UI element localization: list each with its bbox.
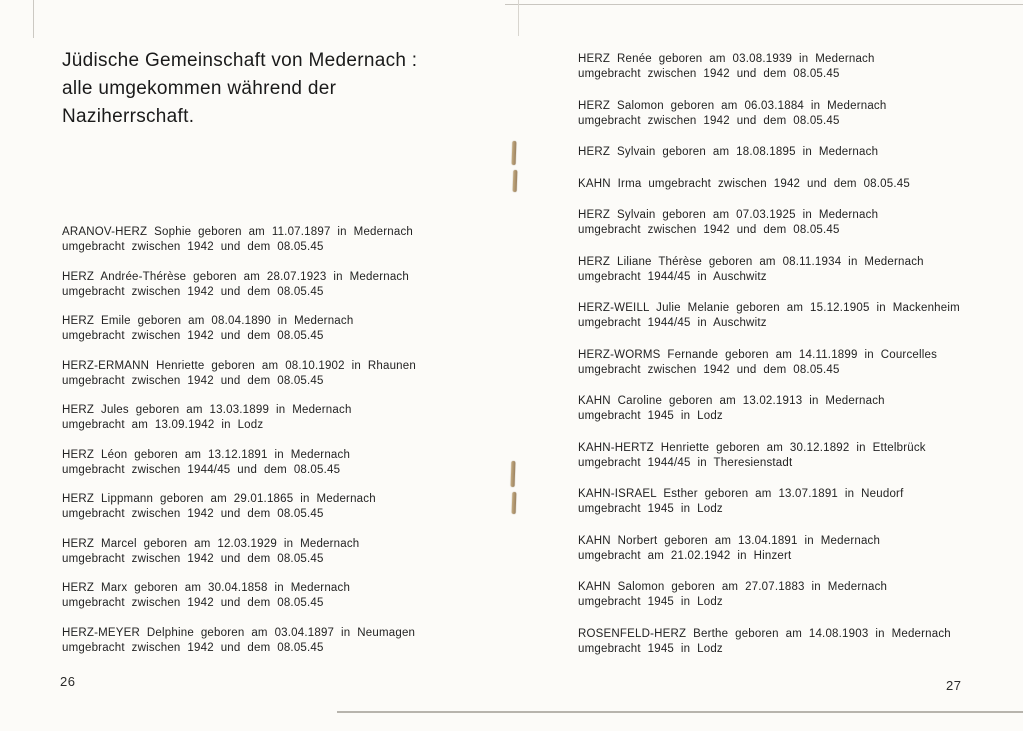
entry-line-name: HERZ-MEYER Delphine geboren am 03.04.1897 in Neumagen [62, 626, 416, 639]
page-number-left: 26 [60, 674, 76, 689]
page-left [62, 47, 507, 670]
entry-line-name: HERZ Léon geboren am 13.12.1891 in Medernach [62, 448, 351, 461]
entry-line-name: HERZ Jules geboren am 13.03.1899 in Medernach [62, 404, 352, 416]
memorial-entry [62, 225, 507, 255]
memorial-entry [62, 270, 507, 300]
binding-stitch-icon [512, 141, 517, 165]
memorial-entry [62, 403, 507, 433]
memorial-entry [578, 534, 980, 564]
entry-line-fate: umgebracht zwischen 1942 und dem 08.05.45 [578, 68, 840, 80]
entry-line-fate: umgebracht zwischen 1942 und dem 08.05.45 [578, 224, 840, 236]
entry-line-name: HERZ-WORMS Fernande geboren am 14.11.1899 in Courcelles [578, 348, 938, 361]
page-number-right: 27 [946, 678, 962, 693]
entry-line-name: KAHN Irma umgebracht zwischen 1942 und dem 08.05.45 [578, 177, 910, 190]
entry-line-name: HERZ Renée geboren am 03.08.1939 in Medernach [578, 53, 875, 65]
memorial-entry [62, 626, 507, 656]
memorial-entry [578, 208, 980, 238]
entry-line-fate: umgebracht 1945 in Lodz [578, 503, 723, 515]
entry-line-fate: umgebracht 1944/45 in Theresienstadt [578, 456, 793, 469]
entry-line-fate: umgebracht am 13.09.1942 in Lodz [62, 419, 264, 431]
entry-line-name: HERZ Emile geboren am 08.04.1890 in Medernach [62, 315, 354, 327]
entry-line-fate: umgebracht am 21.02.1942 in Hinzert [578, 549, 792, 562]
entry-line-name: HERZ Lippmann geboren am 29.01.1865 in Medernach [62, 493, 376, 505]
memorial-entry [578, 627, 980, 657]
scan-edge-line-left [33, 0, 34, 38]
memorial-entry [62, 581, 507, 611]
entry-line-name: HERZ-WEILL Julie Melanie geboren am 15.12.1905 in Mackenheim [578, 302, 960, 314]
entry-line-name: HERZ Marx geboren am 30.04.1858 in Medernach [62, 582, 351, 594]
entry-line-fate: umgebracht zwischen 1942 und dem 08.05.45 [578, 114, 840, 127]
title-line: alle umgekommen während der [62, 78, 337, 99]
page-title [62, 47, 507, 131]
memorial-entry [578, 52, 980, 82]
scan-edge-line-bottom [337, 711, 1023, 713]
memorial-entry [62, 359, 507, 389]
entry-line-fate: umgebracht zwischen 1942 und dem 08.05.45 [62, 597, 324, 609]
entry-line-name: KAHN Norbert geboren am 13.04.1891 in Medernach [578, 534, 881, 547]
entry-line-name: KAHN Salomon geboren am 27.07.1883 in Medernach [578, 581, 888, 593]
entry-line-fate: umgebracht 1944/45 in Auschwitz [578, 270, 767, 283]
entry-line-name: HERZ-ERMANN Henriette geboren am 08.10.1902 in Rhaunen [62, 359, 416, 372]
memorial-entries-list [62, 225, 507, 656]
entry-line-fate: umgebracht 1944/45 in Auschwitz [578, 317, 767, 329]
entry-line-name: HERZ Sylvain geboren am 07.03.1925 in Medernach [578, 209, 879, 221]
entry-line-fate: umgebracht zwischen 1942 und dem 08.05.45 [62, 285, 324, 298]
entry-line-name: KAHN-ISRAEL Esther geboren am 13.07.1891 in Neudorf [578, 488, 904, 500]
entry-line-fate: umgebracht zwischen 1942 und dem 08.05.45 [62, 241, 324, 253]
binding-stitch-icon [511, 461, 516, 487]
memorial-entry [578, 255, 980, 285]
entry-line-fate: umgebracht zwischen 1944/45 und dem 08.05.45 [62, 463, 341, 476]
memorial-entry [578, 301, 980, 331]
binding-stitch-icon [513, 170, 518, 192]
title-line: Naziherrschaft. [62, 106, 195, 127]
entry-line-fate: umgebracht zwischen 1942 und dem 08.05.45 [62, 508, 324, 520]
memorial-entry [578, 394, 980, 424]
title-line: Jüdische Gemeinschaft von Medernach : [62, 50, 418, 71]
memorial-entry [578, 145, 980, 160]
memorial-entry [578, 348, 980, 378]
binding-stitch-icon [512, 492, 517, 514]
entry-line-name: HERZ Salomon geboren am 06.03.1884 in Medernach [578, 99, 887, 112]
entry-line-fate: umgebracht 1945 in Lodz [578, 410, 723, 422]
memorial-entry [62, 448, 507, 478]
entry-line-fate: umgebracht zwischen 1942 und dem 08.05.45 [578, 363, 840, 376]
entry-line-fate: umgebracht zwischen 1942 und dem 08.05.45 [62, 374, 324, 387]
memorial-entry [578, 580, 980, 610]
memorial-entries-list [578, 52, 980, 657]
entry-line-fate: umgebracht zwischen 1942 und dem 08.05.45 [62, 330, 324, 342]
memorial-entry [62, 314, 507, 344]
scan-edge-line-top [505, 4, 1023, 5]
memorial-entry [578, 441, 980, 471]
entry-line-fate: umgebracht zwischen 1942 und dem 08.05.45 [62, 552, 324, 565]
entry-line-name: KAHN-HERTZ Henriette geboren am 30.12.1892 in Ettelbrück [578, 441, 926, 454]
memorial-entry [62, 492, 507, 522]
memorial-entry [578, 99, 980, 129]
page-right [578, 52, 980, 673]
entry-line-name: HERZ Liliane Thérèse geboren am 08.11.1934 in Medernach [578, 255, 924, 268]
memorial-entry [62, 537, 507, 567]
entry-line-fate: umgebracht zwischen 1942 und dem 08.05.45 [62, 641, 324, 654]
entry-line-name: HERZ Sylvain geboren am 18.08.1895 in Medernach [578, 146, 879, 158]
entry-line-name: ROSENFELD-HERZ Berthe geboren am 14.08.1903 in Medernach [578, 627, 951, 640]
memorial-entry [578, 487, 980, 517]
entry-line-fate: umgebracht 1945 in Lodz [578, 642, 723, 655]
entry-line-name: HERZ Andrée-Thérèse geboren am 28.07.1923 in Medernach [62, 270, 409, 283]
memorial-entry [578, 177, 980, 192]
page-gutter-crease [518, 0, 519, 36]
entry-line-fate: umgebracht 1945 in Lodz [578, 596, 723, 608]
entry-line-name: KAHN Caroline geboren am 13.02.1913 in Medernach [578, 395, 885, 407]
entry-line-name: ARANOV-HERZ Sophie geboren am 11.07.1897 in Medernach [62, 226, 414, 238]
entry-line-name: HERZ Marcel geboren am 12.03.1929 in Medernach [62, 537, 360, 550]
